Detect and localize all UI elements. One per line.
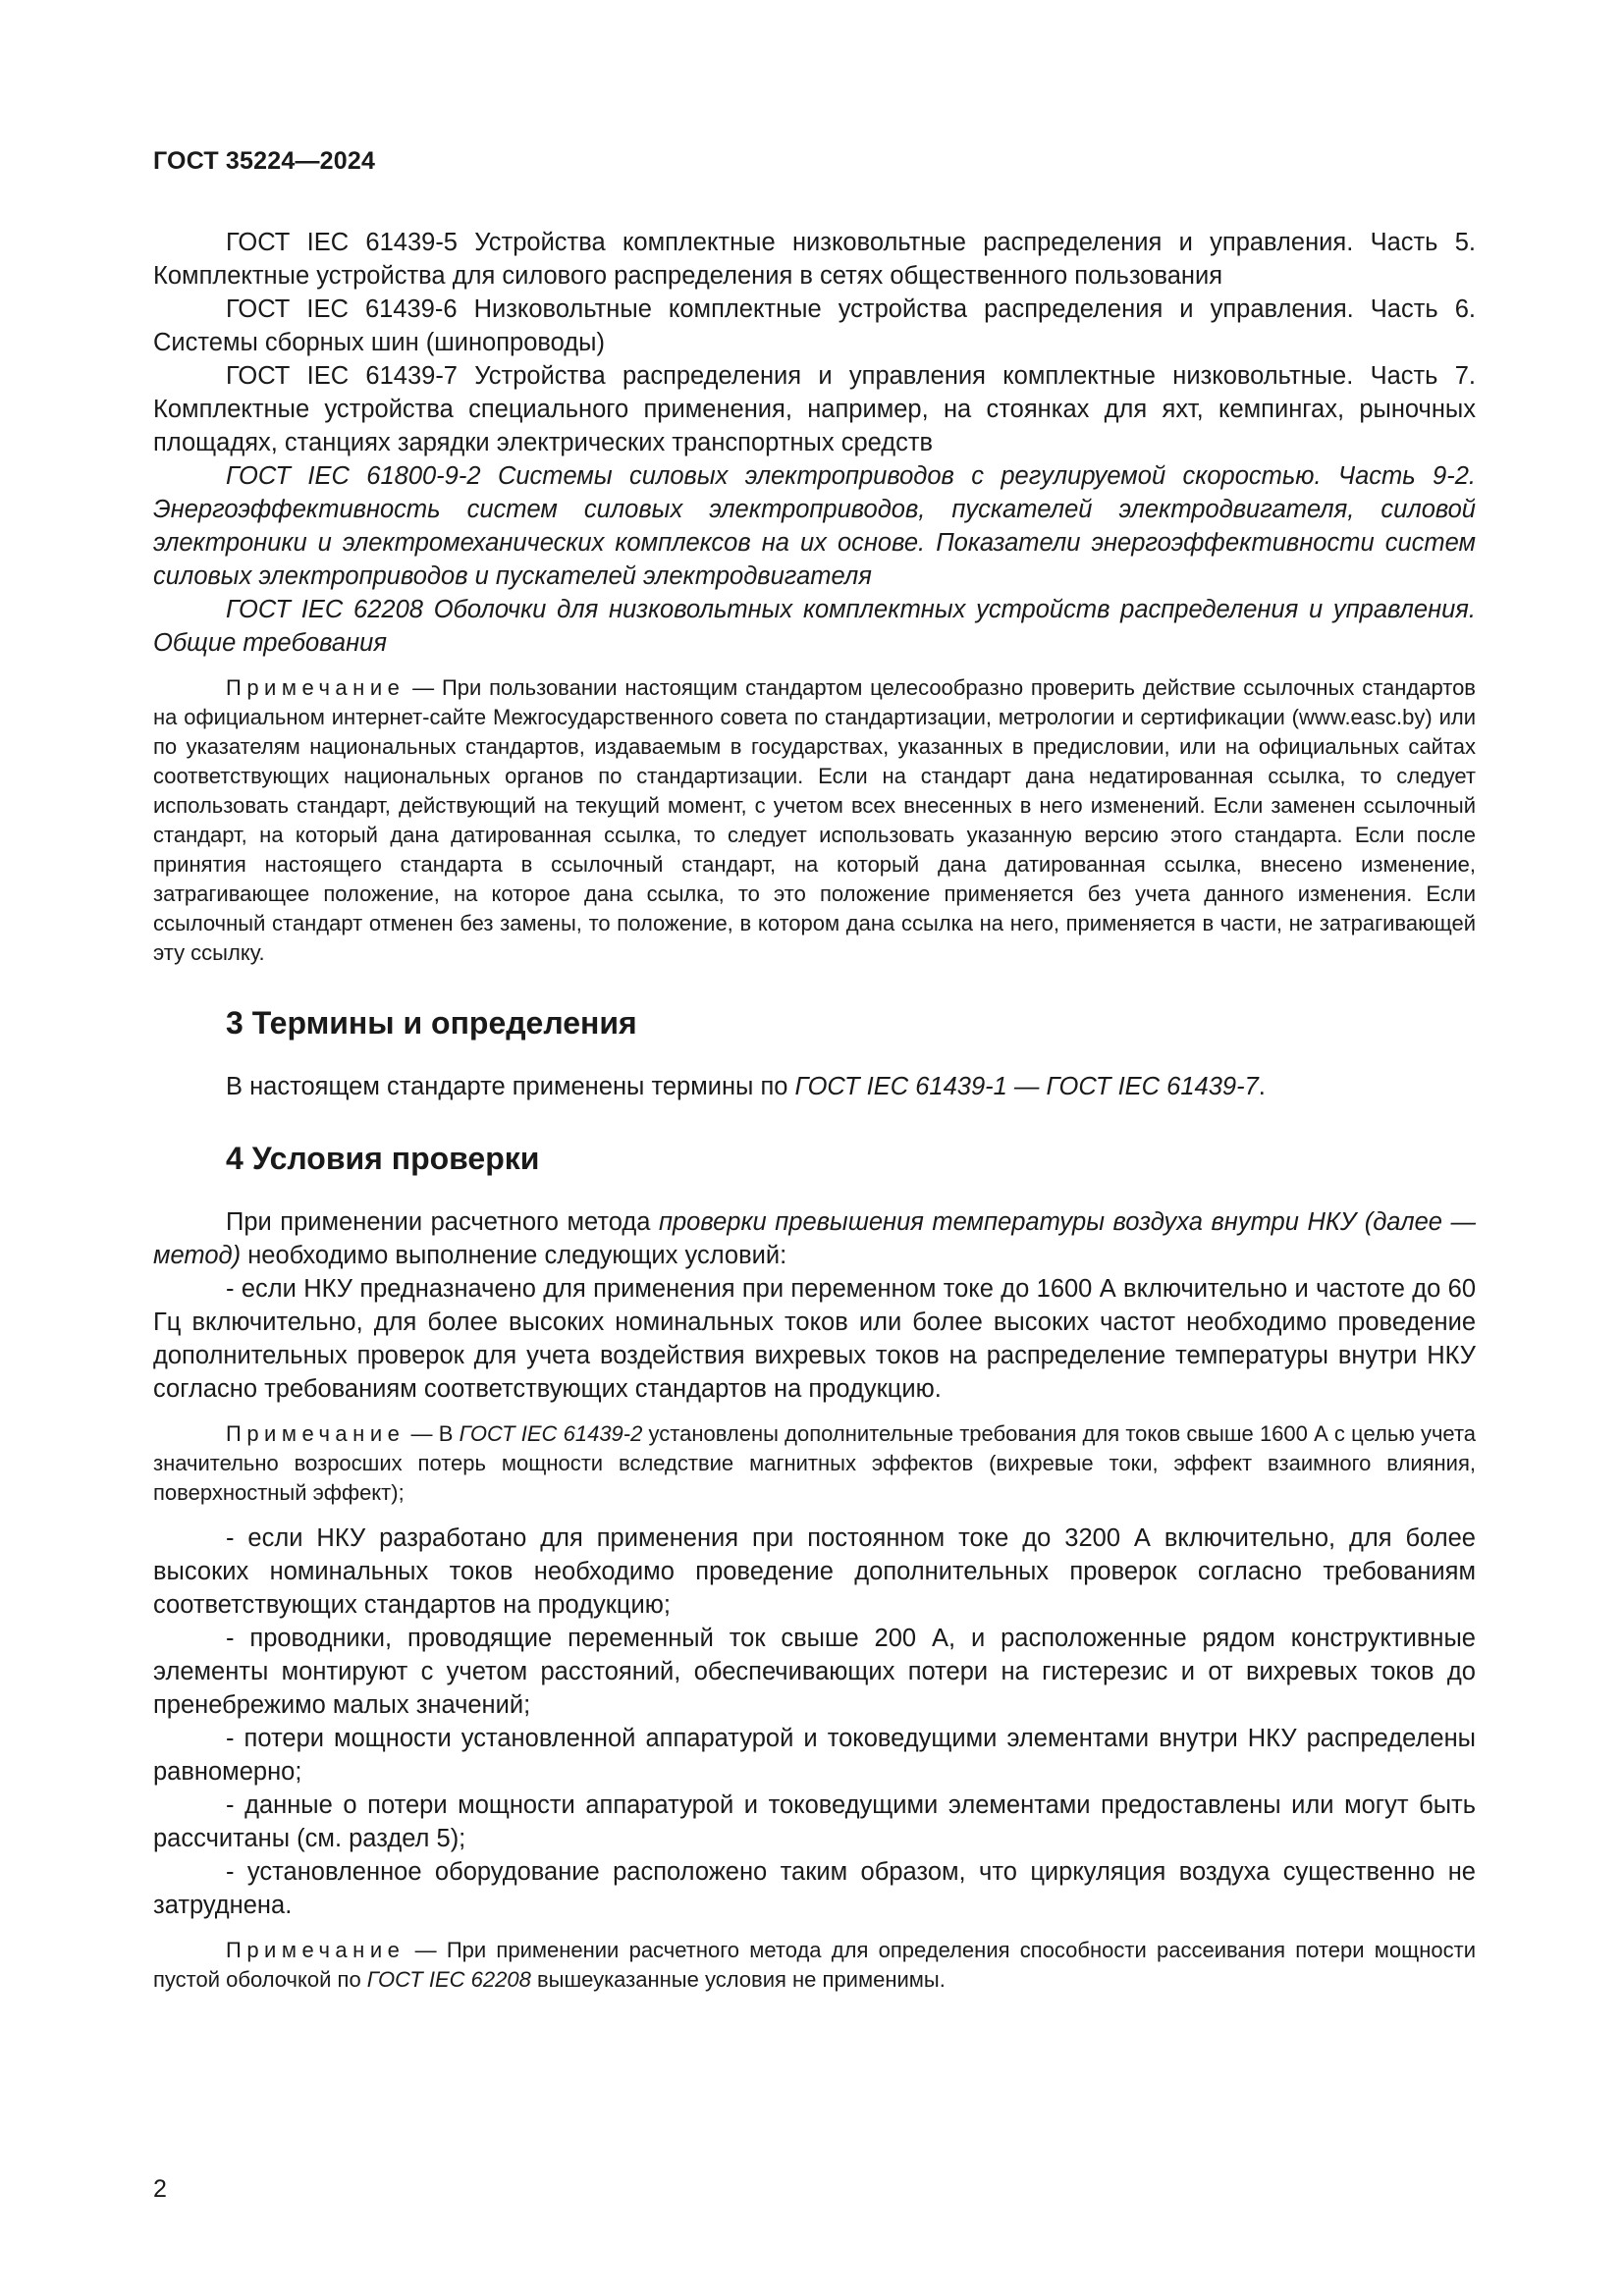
- ref-code: ГОСТ IEC 61439-5: [226, 229, 458, 256]
- note-label: Примечание: [226, 1421, 406, 1446]
- ref-item: [153, 459, 1476, 593]
- condition-item: - если НКУ предназначено для применения при переменном токе до 1600 А включительно и частоте до 60 Гц включительно, для более высоких номинальных токов или более высоких частот необходимо проведение дополнительных проверок для учета воздействия вихревых токов на распределение температуры внутри НКУ согласно требованиям соответствующих стандартов на продукцию.: [153, 1275, 1476, 1403]
- condition-item: - если НКУ разработано для применения при постоянном токе до 3200 А включительно, для более высоких номинальных токов необходимо проведение дополнительных проверок согласно требованиям соответствующих стандартов на продукцию;: [153, 1524, 1476, 1619]
- ref-item: [153, 359, 1476, 459]
- condition-item: - проводники, проводящие переменный ток свыше 200 А, и расположенные рядом конструктивные элементы монтируют с учетом расстояний, обеспечивающих потери на гистерезис и от вихревых токов до пренебрежимо малых значений;: [153, 1625, 1476, 1719]
- note-label: Примечание: [226, 1938, 406, 1962]
- section-3-title: 3 Термины и определения: [226, 1005, 637, 1041]
- note-empty-enclosure: Примечание — При применении расчетного метода для определения способности рассеивания потери мощности пустой оболочкой по ГОСТ IEC 62208 вышеуказанные условия не применимы.: [153, 1938, 1476, 1992]
- ref-code: ГОСТ IEC 61800-9-2: [226, 462, 481, 490]
- ref-title: Системы силовых электроприводов с регулируемой скоростью. Часть 9-2. Энергоэффективность систем силовых электроприводов, пускателей электродвигателя, силовой электроники и электромеханических комплексов на их основе. Показатели энергоэффективности систем силовых электроприводов и пускателей электродвигателя: [153, 462, 1476, 590]
- section-3-body: В настоящем стандарте применены термины по ГОСТ IEC 61439-1 — ГОСТ IEC 61439-7.: [226, 1073, 1266, 1100]
- ref-code: ГОСТ IEC 61439-6: [226, 295, 458, 323]
- section-4-intro: При применении расчетного метода проверки превышения температуры воздуха внутри НКУ (далее — метод) необходимо выполнение следующих условий:: [153, 1208, 1476, 1269]
- note-label: Примечание: [226, 675, 406, 700]
- ref-code: ГОСТ IEC 62208: [226, 596, 423, 623]
- page-content: [153, 226, 1476, 1995]
- document-code-header: ГОСТ 35224—2024: [153, 147, 376, 175]
- ref-title: Низковольтные комплектные устройства распределения и управления. Часть 6. Системы сборных шин (шинопроводы): [153, 295, 1476, 356]
- ref-item: [153, 293, 1476, 359]
- note-references: [153, 673, 1476, 968]
- condition-item: - установленное оборудование расположено таким образом, что циркуляция воздуха существенно не затруднена.: [153, 1858, 1476, 1919]
- ref-code: ГОСТ IEC 61439-7: [226, 362, 458, 390]
- condition-item: - потери мощности установленной аппаратурой и токоведущими элементами внутри НКУ распределены равномерно;: [153, 1725, 1476, 1786]
- ref-title: Оболочки для низковольтных комплектных устройств распределения и управления. Общие требования: [153, 596, 1476, 657]
- condition-item: - данные о потери мощности аппаратурой и токоведущими элементами предоставлены или могут быть рассчитаны (см. раздел 5);: [153, 1791, 1476, 1852]
- ref-item: [153, 593, 1476, 660]
- note-magnetic-effects: Примечание — В ГОСТ IEC 61439-2 установлены дополнительные требования для токов свыше 1600 А с целью учета значительно возросших потерь мощности вследствие магнитных эффектов (вихревые токи, эффект взаимного влияния, поверхностный эффект);: [153, 1421, 1477, 1505]
- section-4-title: 4 Условия проверки: [226, 1141, 540, 1176]
- page-number: 2: [153, 2175, 167, 2203]
- ref-title: Устройства распределения и управления комплектные низковольтные. Часть 7. Комплектные устройства специального применения, например, на стоянках для яхт, кемпингах, рыночных площадях, станциях зарядки электрических транспортных средств: [153, 362, 1476, 456]
- ref-title: Устройства комплектные низковольтные распределения и управления. Часть 5. Комплектные устройства для силового распределения в сетях общественного пользования: [153, 229, 1476, 290]
- note-text: — При пользовании настоящим стандартом целесообразно проверить действие ссылочных стандартов на официальном интернет-сайте Межгосударственного совета по стандартизации, метрологии и сертификации (www.easc.by) или по указателям национальных стандартов, издаваемым в государствах, указанных в предисловии, или на официальных сайтах соответствующих национальных органов по стандартизации. Если на стандарт дана недатированная ссылка, то следует использовать стандарт, действующий на текущий момент, с учетом всех внесенных в него изменений. Если заменен ссылочный стандарт, на который дана датированная ссылка, то следует использовать указанную версию этого стандарта. Если после принятия настоящего стандарта в ссылочный стандарт, на который дана датированная ссылка, внесено изменение, затрагивающее положение, на которое дана ссылка, то это положение применяется без учета данного изменения. Если ссылочный стандарт отменен без замены, то положение, в котором дана ссылка на него, применяется в части, не затрагивающей эту ссылку.: [153, 675, 1476, 965]
- ref-item: [153, 226, 1476, 293]
